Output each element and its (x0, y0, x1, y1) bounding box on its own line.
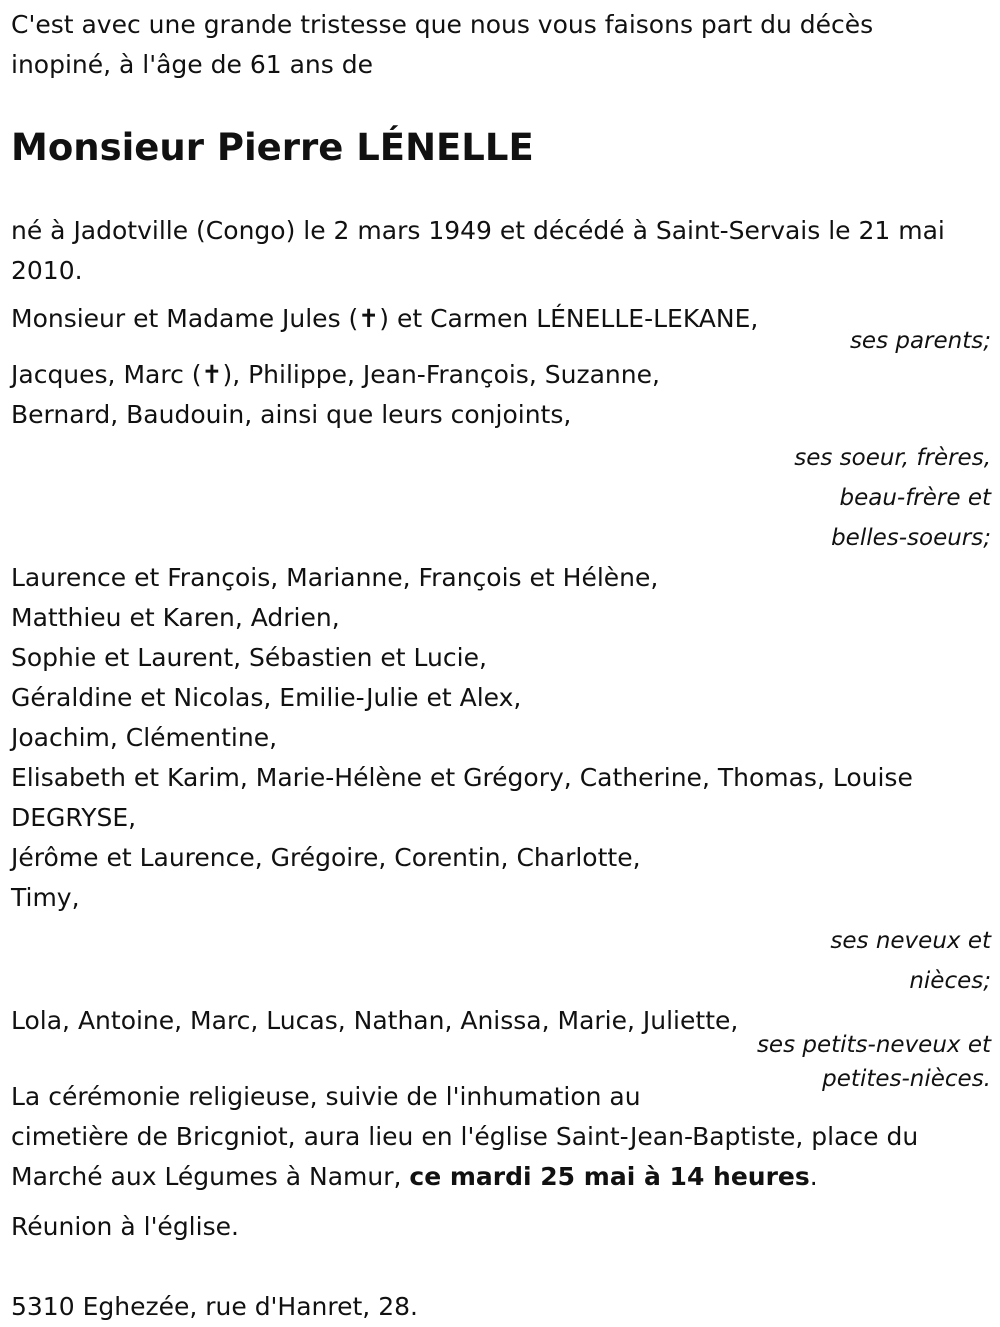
relation-label: belles-soeurs; (831, 525, 991, 551)
nephews-line: Laurence et François, Marianne, François et Hélène, (11, 563, 659, 592)
address-text: 5310 Eghezée, rue d'Hanret, 28. (11, 1292, 418, 1321)
nephews-line: Matthieu et Karen, Adrien, (11, 603, 340, 632)
relation-label: ses petits-neveux et (756, 1032, 991, 1058)
relation-label: nièces; (909, 968, 991, 994)
ceremony-block (11, 1065, 991, 1197)
nephews-block (11, 558, 991, 1001)
ceremony-text: Marché aux Légumes à Namur, (11, 1162, 410, 1191)
nephews-line: DEGRYSE, (11, 803, 137, 832)
ceremony-date: ce mardi 25 mai à 14 heures (409, 1162, 810, 1191)
ceremony-line: cimetière de Bricgniot, aura lieu en l'église Saint-Jean-Baptiste, place du (11, 1122, 919, 1151)
siblings-line: Bernard, Baudouin, ainsi que leurs conjoints, (11, 400, 572, 429)
birth-line: né à Jadotville (Congo) le 2 mars 1949 et décédé à Saint-Servais le 21 mai (11, 216, 945, 245)
birth-paragraph (11, 211, 991, 291)
relation-label: ses soeur, frères, (794, 445, 991, 471)
relation-label: petites-nièces. (822, 1066, 991, 1092)
ceremony-text: . (809, 1162, 818, 1191)
nephews-line: Timy, (11, 883, 80, 912)
deceased-name: Monsieur Pierre LÉNELLE (11, 126, 534, 169)
siblings-line: Jacques, Marc (✝), Philippe, Jean-François, Suzanne, (11, 360, 660, 389)
nephews-line: Sophie et Laurent, Sébastien et Lucie, (11, 643, 487, 672)
grand-nephews-block (11, 1001, 991, 1065)
intro-paragraph (11, 0, 991, 85)
siblings-block (11, 355, 991, 558)
relation-label: ses parents; (849, 328, 991, 354)
obituary-notice (11, 0, 991, 1327)
parents-line: Monsieur et Madame Jules (✝) et Carmen LÉNELLE-LEKANE, (11, 304, 759, 333)
nephews-line: Joachim, Clémentine, (11, 723, 278, 752)
parents-block (11, 299, 991, 361)
relation-label: beau-frère et (839, 485, 991, 511)
nephews-line: Géraldine et Nicolas, Emilie-Julie et Alex, (11, 683, 522, 712)
grand-nephews-line: Lola, Antoine, Marc, Lucas, Nathan, Anissa, Marie, Juliette, (11, 1006, 739, 1035)
intro-line: inopiné, à l'âge de 61 ans de (11, 50, 373, 79)
reunion-text: Réunion à l'église. (11, 1212, 239, 1241)
birth-line: 2010. (11, 256, 83, 285)
ceremony-line: La cérémonie religieuse, suivie de l'inhumation au (11, 1082, 641, 1111)
intro-line: C'est avec une grande tristesse que nous vous faisons part du décès (11, 10, 874, 39)
nephews-line: Elisabeth et Karim, Marie-Hélène et Grégory, Catherine, Thomas, Louise (11, 763, 913, 792)
nephews-line: Jérôme et Laurence, Grégoire, Corentin, Charlotte, (11, 843, 641, 872)
relation-label: ses neveux et (830, 928, 991, 954)
ceremony-line (11, 1157, 991, 1197)
